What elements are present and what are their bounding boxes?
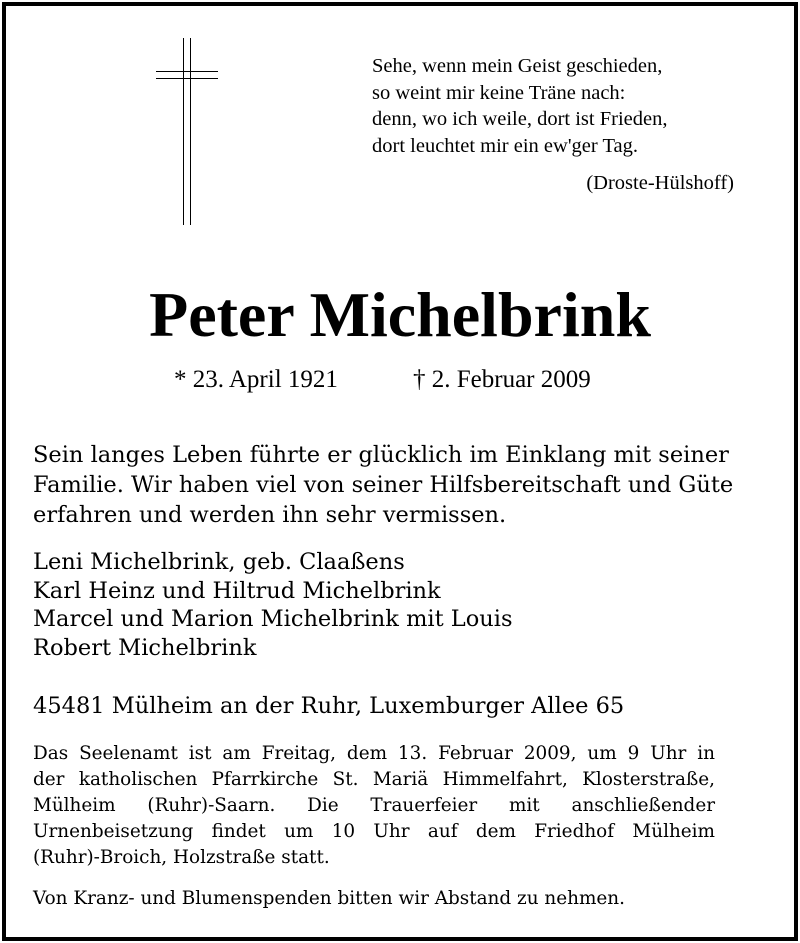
- service-line: Das Seelenamt ist am Freitag, dem 13. Februar 2009, um 9 Uhr in: [33, 743, 715, 764]
- family-member: Karl Heinz und Hiltrud Michelbrink: [33, 577, 441, 604]
- tribute-paragraph: [33, 440, 771, 530]
- flowers-note: Von Kranz- und Blumenspenden bitten wir Abstand zu nehmen.: [33, 888, 625, 909]
- deceased-name: Peter Michelbrink: [149, 279, 651, 350]
- poem-line: denn, wo ich weile, dort ist Frieden,: [372, 108, 668, 130]
- service-line: (Ruhr)-Broich, Holzstraße statt.: [33, 847, 330, 868]
- family-member: Marcel und Marion Michelbrink mit Louis: [33, 606, 513, 632]
- family-list: [33, 548, 771, 662]
- service-line: der katholischen Pfarrkirche St. Mariä Himmelfahrt, Klosterstraße,: [33, 769, 715, 790]
- family-member: Robert Michelbrink: [33, 634, 257, 661]
- poem: [372, 53, 752, 159]
- tribute-line: Sein langes Leben führte er glücklich im Einklang mit seiner: [33, 442, 729, 468]
- service-info: [33, 741, 715, 871]
- death-date: † 2. Februar 2009: [413, 366, 591, 393]
- poem-line: dort leuchtet mir ein ew'ger Tag.: [372, 134, 639, 157]
- poem-author: (Droste-Hülshoff): [586, 172, 734, 194]
- cross-icon: [156, 38, 218, 225]
- obituary-notice: [2, 2, 798, 941]
- tribute-line: Familie. Wir haben viel von seiner Hilfsbereitschaft und Güte: [33, 472, 734, 498]
- family-member: Leni Michelbrink, geb. Claaßens: [33, 549, 405, 575]
- birth-date: * 23. April 1921: [174, 366, 338, 393]
- poem-line: so weint mir keine Träne nach:: [372, 81, 626, 104]
- poem-line: Sehe, wenn mein Geist geschieden,: [372, 55, 663, 77]
- family-address: 45481 Mülheim an der Ruhr, Luxemburger Allee 65: [33, 693, 625, 719]
- service-line: Urnenbeisetzung findet um 10 Uhr auf dem Friedhof Mülheim: [33, 821, 715, 842]
- service-line: Mülheim (Ruhr)-Saarn. Die Trauerfeier mit anschließender: [33, 795, 715, 816]
- tribute-line: erfahren und werden ihn sehr vermissen.: [33, 502, 507, 528]
